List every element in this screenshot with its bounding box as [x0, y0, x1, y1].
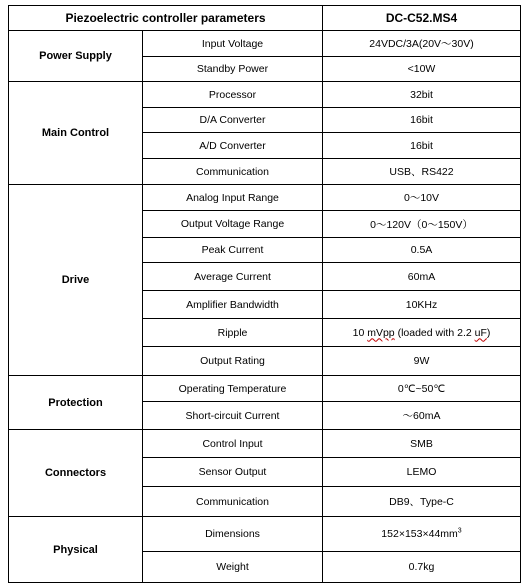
category-power-supply: Power Supply [9, 31, 143, 82]
ripple-value: 10 [352, 326, 368, 339]
param-value: <10W [323, 57, 521, 82]
param-value: 16bit [323, 133, 521, 159]
table-row [9, 517, 521, 552]
param-label: A/D Converter [143, 133, 323, 159]
category-main-control: Main Control [9, 82, 143, 185]
category-connectors: Connectors [9, 430, 143, 517]
param-value: 16bit [323, 108, 521, 133]
dimensions-superscript: 3 [457, 527, 462, 535]
param-value: 10KHz [323, 291, 521, 319]
param-label: Processor [143, 82, 323, 108]
param-value: 0.5A [323, 238, 521, 263]
param-label: Communication [143, 487, 323, 517]
ripple-unit: mVpp [367, 326, 395, 339]
param-label: Peak Current [143, 238, 323, 263]
param-label: Weight [143, 552, 323, 583]
param-label: Analog Input Range [143, 185, 323, 211]
param-label: Dimensions [143, 517, 323, 552]
table-row [9, 430, 521, 458]
param-value: 0～10V [323, 185, 521, 211]
ripple-load: (loaded with 2.2 [394, 326, 475, 339]
dimensions-value: 152×153×44mm [381, 528, 458, 540]
param-label: Average Current [143, 263, 323, 291]
param-value: ～60mA [323, 402, 521, 430]
spec-table [8, 5, 521, 583]
param-label: Communication [143, 159, 323, 185]
header-row [9, 6, 521, 31]
param-value: 32bit [323, 82, 521, 108]
table-row [9, 82, 521, 108]
category-physical: Physical [9, 517, 143, 583]
table-row [9, 31, 521, 57]
param-label: D/A Converter [143, 108, 323, 133]
model-name: DC-C52.MS4 [323, 6, 521, 31]
param-value: 0～120V（0～150V） [323, 211, 521, 238]
param-label: Ripple [143, 319, 323, 347]
param-value [323, 319, 521, 347]
param-label: Standby Power [143, 57, 323, 82]
param-value: USB、RS422 [323, 159, 521, 185]
param-value: 0℃~50℃ [323, 376, 521, 402]
param-value: DB9、Type-C [323, 487, 521, 517]
category-drive: Drive [9, 185, 143, 376]
param-label: Sensor Output [143, 458, 323, 487]
param-value [323, 517, 521, 552]
param-label: Amplifier Bandwidth [143, 291, 323, 319]
table-row [9, 185, 521, 211]
table-title: Piezoelectric controller parameters [9, 6, 323, 31]
param-value: 0.7kg [323, 552, 521, 583]
param-value: 9W [323, 347, 521, 376]
category-protection: Protection [9, 376, 143, 430]
param-label: Output Rating [143, 347, 323, 376]
param-label: Operating Temperature [143, 376, 323, 402]
param-value: 60mA [323, 263, 521, 291]
table-row [9, 376, 521, 402]
param-label: Output Voltage Range [143, 211, 323, 238]
param-value: 24VDC/3A(20V～30V) [323, 31, 521, 57]
param-value: SMB [323, 430, 521, 458]
ripple-load-unit: uF [474, 326, 487, 339]
param-label: Short-circuit Current [143, 402, 323, 430]
param-label: Input Voltage [143, 31, 323, 57]
ripple-close: ) [486, 326, 491, 339]
param-value: LEMO [323, 458, 521, 487]
param-label: Control Input [143, 430, 323, 458]
